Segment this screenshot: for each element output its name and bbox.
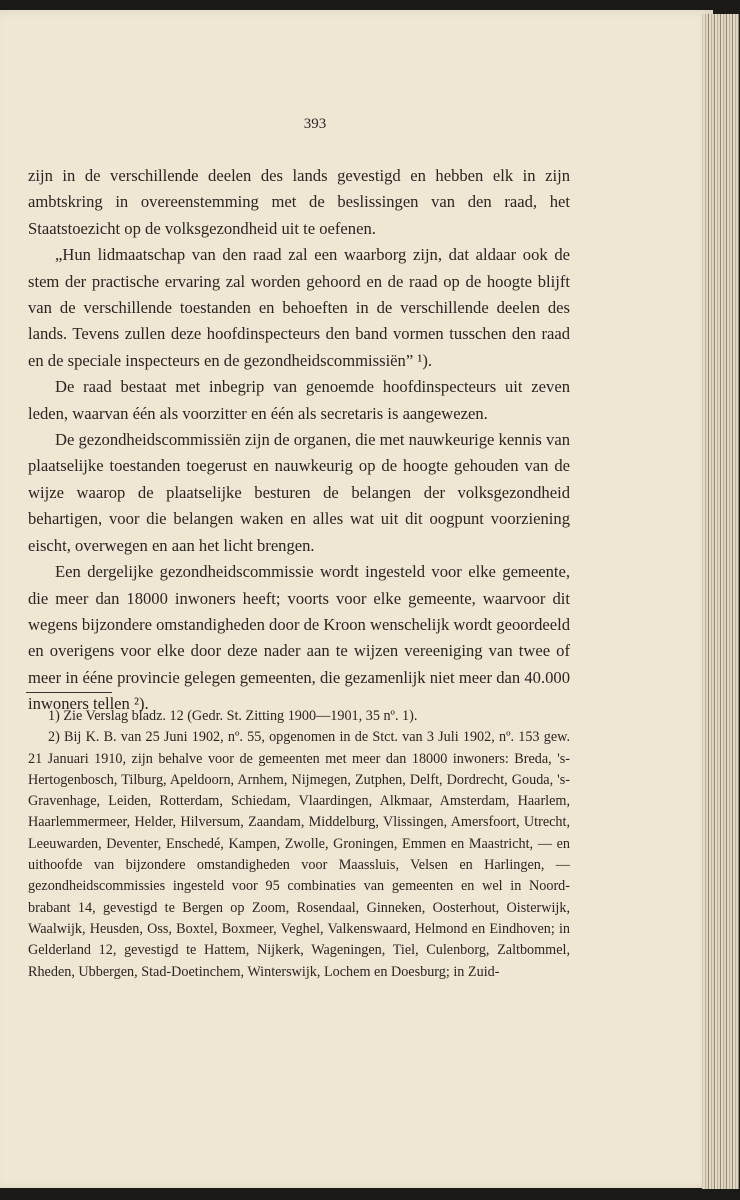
paragraph-3: De raad bestaat met inbegrip van genoemde hoofdinspecteurs uit zeven leden, waarvan één als voorzitter en één als secretaris is aangewezen. — [28, 377, 570, 423]
footnote-divider — [26, 692, 112, 693]
footnotes — [28, 706, 570, 983]
paragraph-2: „Hun lidmaatschap van den raad zal een waarborg zijn, dat aldaar ook de stem der practische ervaring zal worden gehoord en de raad op de hoogte blijft van de verschillende toestanden en behoeften in de verschillende deelen des lands. Tevens zullen deze hoofdinspecteurs den band vormen tusschen den raad en de speciale inspecteurs en de gezondheidscommissiën” ¹). — [28, 245, 570, 370]
paragraph-5: Een dergelijke gezondheidscommissie wordt ingesteld voor elke gemeente, die meer dan 18000 inwoners heeft; voorts voor elke gemeente, waarvoor dit wegens bijzondere omstandigheden door de Kroon wenschelijk wordt geoordeeld en overigens voor elke door deze nader aan te wijzen vereeniging van twee of meer in ééne provincie gelegen gemeenten, die gezamenlijk niet meer dan 40.000 inwoners tellen ²). — [28, 562, 570, 714]
paragraph-1: zijn in de verschillende deelen des lands gevestigd en hebben elk in zijn ambtskring in overeenstemming met de beslissingen van den raad, het Staatstoezicht op de volksgezondheid uit te oefenen. — [28, 166, 570, 238]
body-text — [28, 163, 570, 718]
paragraph-4: De gezondheidscommissiën zijn de organen, die met nauwkeurige kennis van plaatselijke toestanden toegerust en nauwkeurig op de hoogte gehouden van de wijze waarop de plaatselijke besturen de belangen der volksgezondheid behartigen, voor die belangen waken en alles wat uit dit oogpunt voorziening eischt, overwegen en aan het licht brengen. — [28, 430, 570, 555]
footnote-1: 1) Zie Verslag bladz. 12 (Gedr. St. Zitting 1900—1901, 35 nº. 1). — [48, 708, 418, 724]
page-number: 393 — [303, 116, 327, 132]
footnote-2: 2) Bij K. B. van 25 Juni 1902, nº. 55, opgenomen in de Stct. van 3 Juli 1902, nº. 153 gew. 21 Januari 1910, zijn behalve voor de gemeenten met meer dan 18000 inwoners: Breda, 's-Hertogenbosch, Tilburg, Apeldoorn, Arnhem, Nijmegen, Zutphen, Delft, Dordrecht, Gouda, 's-Gravenhage, Leiden, Rotterdam, Schiedam, Vlaardingen, Alkmaar, Amsterdam, Haarlem, Haarlemmermeer, Helder, Hilversum, Zaandam, Middelburg, Vlissingen, Amersfoort, Utrecht, Leeuwarden, Deventer, Enschedé, Kampen, Zwolle, Groningen, Emmen en Maastricht, — en uithoofde van bijzondere omstandigheden voor Maassluis, Velsen en Harlingen, — gezondheidscommissies ingesteld voor 95 combinaties van gemeenten en wel in Noord-brabant 14, gevestigd te Bergen op Zoom, Rosendaal, Ginneken, Oosterhout, Oisterwijk, Waalwijk, Heusden, Oss, Boxtel, Boxmeer, Veghel, Valkenswaard, Helmond en Eindhoven; in Gelderland 12, gevestigd te Hattem, Nijkerk, Wageningen, Tiel, Culenborg, Zaltbommel, Rheden, Ubbergen, Stad-Doetinchem, Winterswijk, Lochem en Doesburg; in Zuid- — [28, 729, 570, 980]
page-edges — [702, 14, 739, 1189]
